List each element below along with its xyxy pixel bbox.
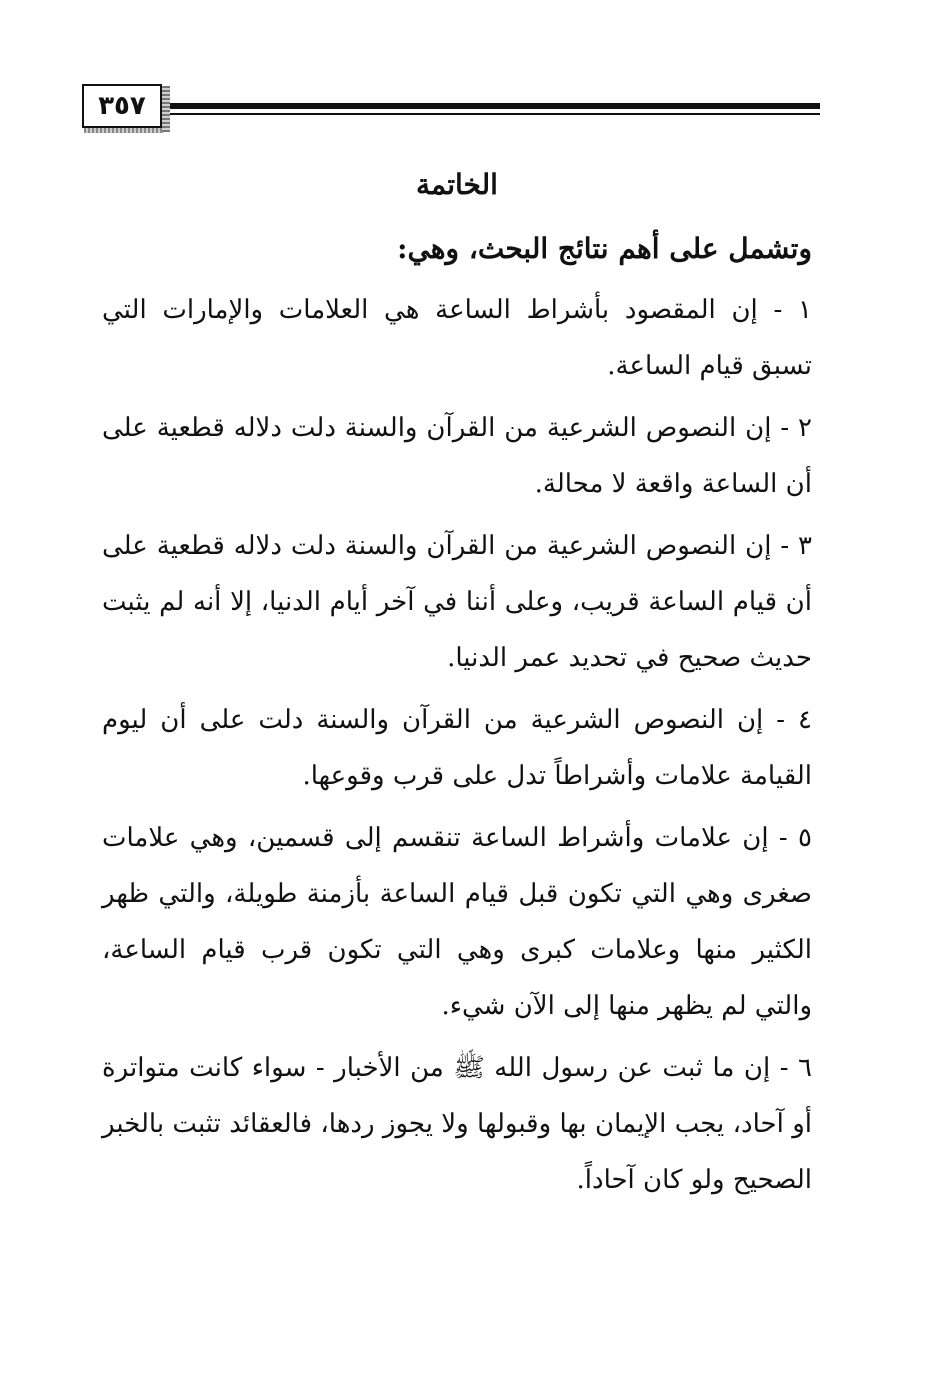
item-text: إن ما ثبت عن رسول الله ﷺ من الأخبار - سواء كانت متواترة أو آحاد، يجب الإيمان بها وقبولها ولا يجوز ردها، فالعقائد تثبت بالخبر الصحيح ولو كان آحاداً. bbox=[102, 1053, 812, 1195]
item-number: ١ bbox=[798, 295, 812, 325]
item-number: ٢ bbox=[798, 413, 812, 443]
item-text: إن المقصود بأشراط الساعة هي العلامات والإمارات التي تسبق قيام الساعة. bbox=[102, 295, 812, 381]
header-rule-thick bbox=[170, 103, 820, 109]
result-item-3: ٣ - إن النصوص الشرعية من القرآن والسنة دلت دلاله قطعية على أن قيام الساعة قريب، وعلى أننا في آخر أيام الدنيا، إلا أنه لم يثبت حديث صحيح في تحديد عمر الدنيا. bbox=[102, 531, 812, 673]
intro-line: وتشمل على أهم نتائج البحث، وهي: bbox=[397, 232, 812, 265]
item-number: ٣ bbox=[798, 531, 812, 561]
result-item-4: ٤ - إن النصوص الشرعية من القرآن والسنة دلت على أن ليوم القيامة علامات وأشراطاً تدل على قرب وقوعها. bbox=[102, 705, 812, 791]
header-rule bbox=[170, 103, 820, 117]
item-number: ٥ bbox=[798, 823, 812, 853]
item-number: ٤ bbox=[798, 705, 812, 735]
page-content bbox=[102, 160, 812, 1214]
page-number: ٣٥٧ bbox=[98, 91, 146, 121]
result-item-5: ٥ - إن علامات وأشراط الساعة تنقسم إلى قسمين، وهي علامات صغرى وهي التي تكون قبل قيام الساعة بأزمنة طويلة، والتي ظهر الكثير منها وعلامات كبرى وهي التي تكون قرب قيام الساعة، والتي لم يظهر منها إلى الآن شيء. bbox=[102, 823, 812, 1021]
page-number-shadow bbox=[84, 128, 164, 133]
header-rule-thin bbox=[170, 113, 820, 115]
page-number-side-bar bbox=[162, 86, 170, 132]
page-number-box bbox=[82, 84, 162, 128]
item-text: إن النصوص الشرعية من القرآن والسنة دلت على أن ليوم القيامة علامات وأشراطاً تدل على قرب وقوعها. bbox=[102, 705, 812, 791]
item-number: ٦ bbox=[798, 1053, 812, 1083]
item-text: إن علامات وأشراط الساعة تنقسم إلى قسمين، وهي علامات صغرى وهي التي تكون قبل قيام الساعة بأزمنة طويلة، والتي ظهر الكثير منها وعلامات كبرى وهي التي تكون قرب قيام الساعة، والتي لم يظهر منها إلى الآن شيء. bbox=[102, 823, 812, 1021]
item-text: إن النصوص الشرعية من القرآن والسنة دلت دلاله قطعية على أن الساعة واقعة لا محالة. bbox=[102, 413, 812, 499]
item-text: إن النصوص الشرعية من القرآن والسنة دلت دلاله قطعية على أن قيام الساعة قريب، وعلى أننا في آخر أيام الدنيا، إلا أنه لم يثبت حديث صحيح في تحديد عمر الدنيا. bbox=[102, 531, 812, 673]
result-item-6: ٦ - إن ما ثبت عن رسول الله ﷺ من الأخبار - سواء كانت متواترة أو آحاد، يجب الإيمان بها وقبولها ولا يجوز ردها، فالعقائد تثبت بالخبر الصحيح ولو كان آحاداً. bbox=[102, 1053, 812, 1195]
result-item-1: ١ - إن المقصود بأشراط الساعة هي العلامات والإمارات التي تسبق قيام الساعة. bbox=[102, 295, 812, 381]
page-title: الخاتمة bbox=[416, 168, 498, 201]
result-item-2: ٢ - إن النصوص الشرعية من القرآن والسنة دلت دلاله قطعية على أن الساعة واقعة لا محالة. bbox=[102, 413, 812, 499]
